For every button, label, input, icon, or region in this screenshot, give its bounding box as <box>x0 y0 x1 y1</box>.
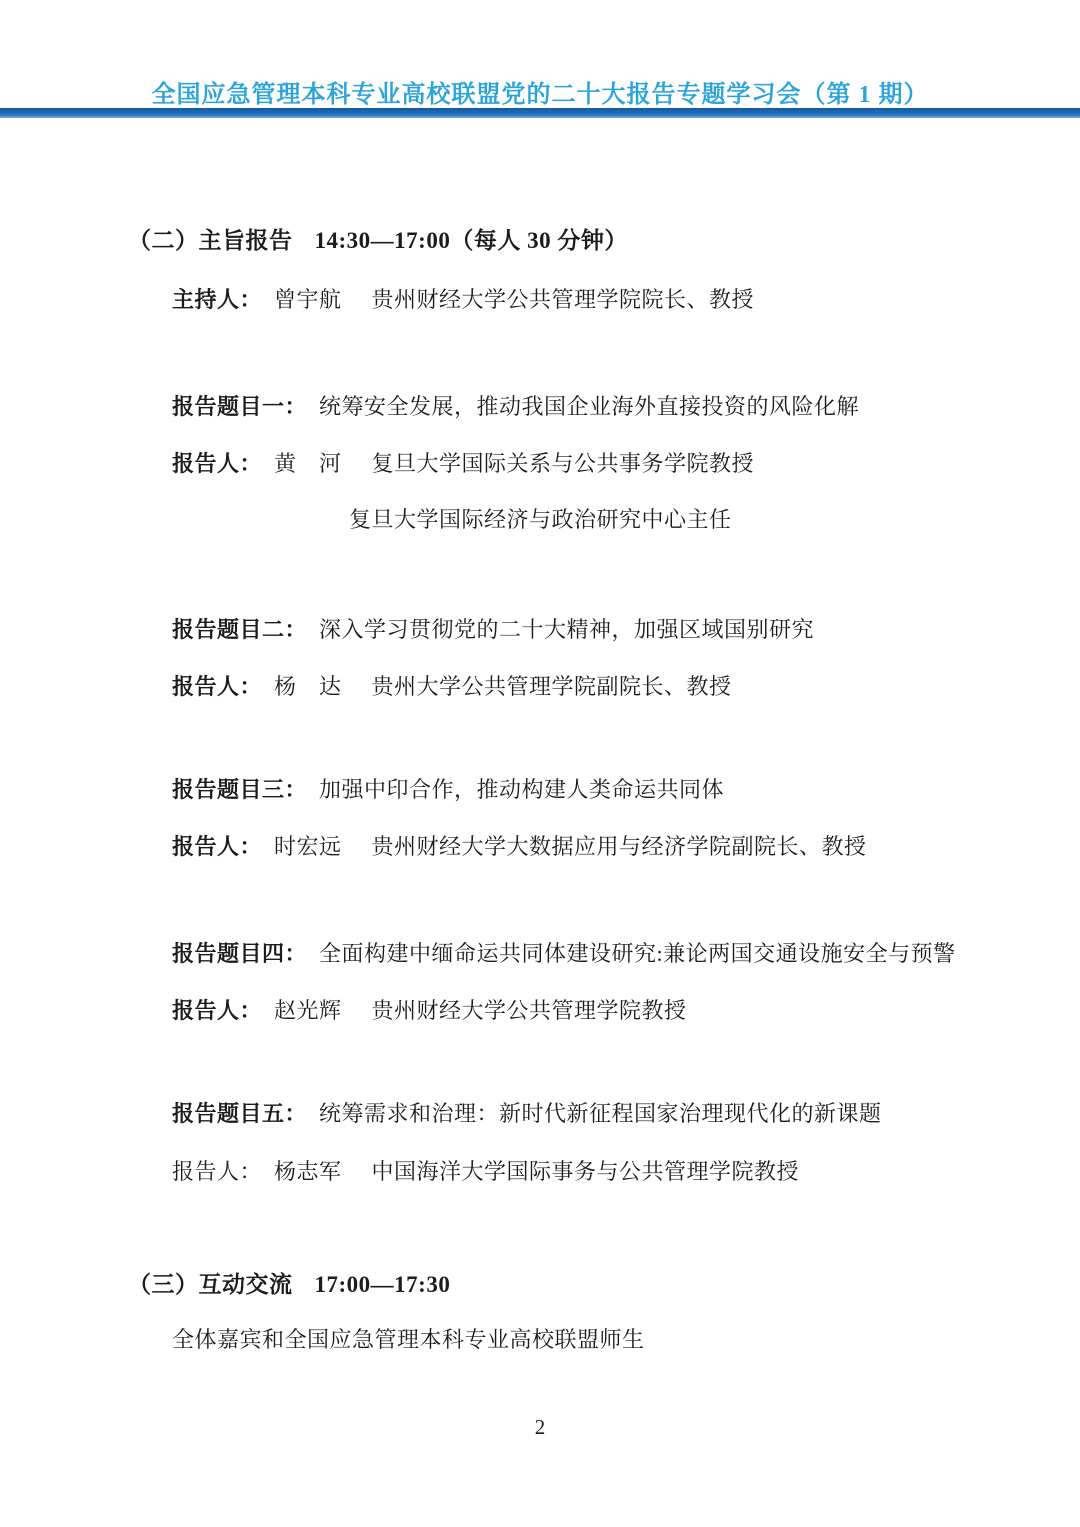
report-2-speaker-label: 报告人： <box>172 674 263 699</box>
section-discussion-time: 17:00—17:30 <box>314 1272 451 1297</box>
section-keynote-label: （二）主旨报告 <box>128 228 293 253</box>
report-3-title-label: 报告题目三： <box>172 777 308 802</box>
report-4-title-label: 报告题目四： <box>172 941 308 966</box>
report-1-speaker-name: 黄 河 <box>274 451 342 476</box>
report-2-title: 深入学习贯彻党的二十大精神，加强区域国别研究 <box>319 617 815 642</box>
section-heading-discussion <box>128 1269 450 1301</box>
report-4-speaker-label: 报告人： <box>172 998 263 1023</box>
report-4-speaker-line <box>172 996 687 1027</box>
page-header-title: 全国应急管理本科专业高校联盟党的二十大报告专题学习会（第 1 期） <box>151 82 929 108</box>
report-2-title-label: 报告题目二： <box>172 617 308 642</box>
host-name: 曾宇航 <box>274 287 342 312</box>
section-keynote-time: 14:30—17:00（每人 30 分钟） <box>314 228 628 253</box>
report-3-speaker-label: 报告人： <box>172 834 263 859</box>
report-5-speaker-name: 杨志军 <box>274 1159 342 1184</box>
report-4-title-line <box>172 939 956 970</box>
report-2-title-line <box>172 615 814 646</box>
report-1-speaker-affiliation: 复旦大学国际关系与公共事务学院教授 <box>371 451 755 476</box>
report-1-speaker-label: 报告人： <box>172 451 263 476</box>
report-1-title-line <box>172 392 859 423</box>
report-2-speaker-name: 杨 达 <box>274 674 342 699</box>
report-5-title-line <box>172 1099 882 1130</box>
report-5-title: 统筹需求和治理：新时代新征程国家治理现代化的新课题 <box>319 1101 882 1126</box>
host-label: 主持人： <box>172 287 263 312</box>
section-discussion-label: （三）互动交流 <box>128 1272 293 1297</box>
report-1-speaker-affiliation2: 复旦大学国际经济与政治研究中心主任 <box>349 507 732 532</box>
report-3-speaker-affiliation: 贵州财经大学大数据应用与经济学院副院长、教授 <box>371 834 867 859</box>
report-4-speaker-name: 赵光辉 <box>274 998 342 1023</box>
report-3-title: 加强中印合作，推动构建人类命运共同体 <box>319 777 725 802</box>
report-2-speaker-line <box>172 672 732 703</box>
report-4-speaker-affiliation: 贵州财经大学公共管理学院教授 <box>371 998 687 1023</box>
report-1-title-label: 报告题目一： <box>172 394 308 419</box>
report-1-speaker-line <box>172 449 754 480</box>
host-line <box>172 285 754 316</box>
report-3-speaker-line <box>172 832 867 863</box>
report-5-speaker-affiliation: 中国海洋大学国际事务与公共管理学院教授 <box>371 1159 800 1184</box>
report-1-title: 统筹安全发展，推动我国企业海外直接投资的风险化解 <box>319 394 860 419</box>
report-4-title: 全面构建中缅命运共同体建设研究:兼论两国交通设施安全与预警 <box>319 941 956 966</box>
report-5-speaker-label: 报告人： <box>172 1159 263 1184</box>
report-2-speaker-affiliation: 贵州大学公共管理学院副院长、教授 <box>371 674 732 699</box>
report-3-title-line <box>172 775 724 806</box>
host-affiliation: 贵州财经大学公共管理学院院长、教授 <box>371 287 755 312</box>
section-heading-keynote <box>128 225 628 257</box>
report-5-speaker-line <box>172 1157 799 1188</box>
header-divider-bar <box>0 108 1080 118</box>
report-5-title-label: 报告题目五： <box>172 1101 308 1126</box>
discussion-body: 全体嘉宾和全国应急管理本科专业高校联盟师生 <box>172 1327 645 1352</box>
page-number: 2 <box>534 1415 546 1439</box>
report-3-speaker-name: 时宏远 <box>274 834 342 859</box>
